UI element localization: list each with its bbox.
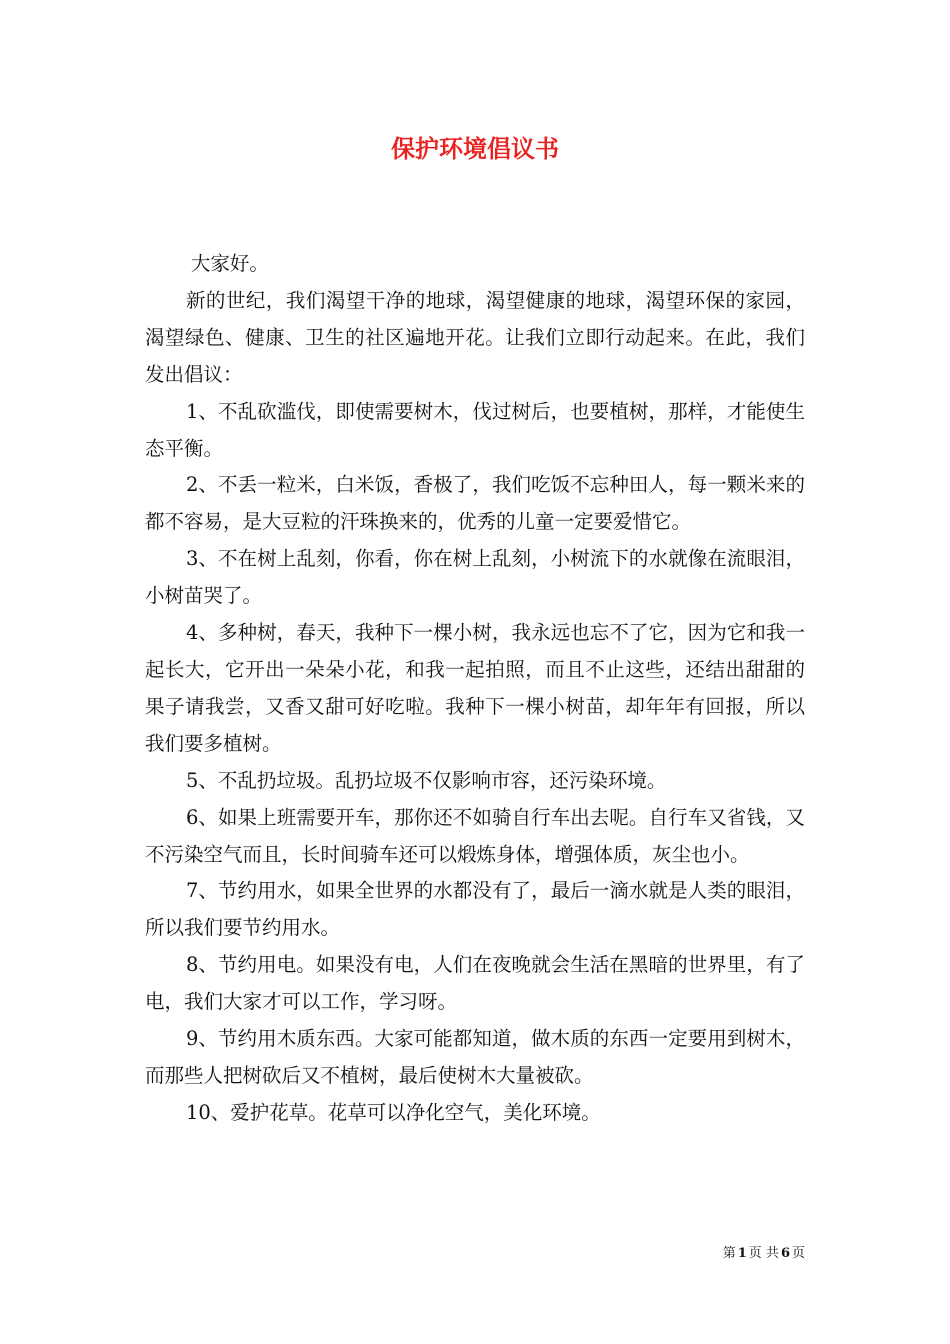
proposal-item-1: 1、不乱砍滥伐，即使需要树木，伐过树后，也要植树，那样，才能使生态平衡。	[145, 399, 805, 460]
footer-suffix: 页	[791, 1246, 805, 1261]
proposal-item-8: 8、节约用电。如果没有电，人们在夜晚就会生活在黑暗的世界里，有了电，我们大家才可以工作，学习呀。	[145, 953, 805, 1014]
page-footer	[723, 1245, 805, 1263]
intro-paragraph: 新的世纪，我们渴望干净的地球，渴望健康的地球，渴望环保的家园，渴望绿色、健康、卫生的社区遍地开花。让我们立即行动起来。在此，我们发出倡议：	[145, 288, 805, 386]
footer-middle: 页 共	[748, 1246, 779, 1261]
proposal-item-10: 10、爱护花草。花草可以净化空气，美化环境。	[185, 1100, 601, 1124]
greeting: 大家好。	[190, 252, 269, 275]
proposal-item-9: 9、节约用木质东西。大家可能都知道，做木质的东西一定要用到树木，而那些人把树砍后又不植树，最后使树木大量被砍。	[145, 1027, 805, 1087]
proposal-item-3: 3、不在树上乱刻，你看，你在树上乱刻，小树流下的水就像在流眼泪，小树苗哭了。	[145, 547, 805, 608]
document-body	[145, 246, 805, 1132]
proposal-item-5: 5、不乱扔垃圾。乱扔垃圾不仅影响市容，还污染环境。	[185, 768, 667, 792]
footer-prefix: 第	[722, 1246, 736, 1261]
proposal-item-7: 7、节约用水，如果全世界的水都没有了，最后一滴水就是人类的眼泪，所以我们要节约用水。	[145, 879, 805, 940]
proposal-item-6: 6、如果上班需要开车，那你还不如骑自行车出去呢。自行车又省钱，又不污染空气而且，长时间骑车还可以煅炼身体，增强体质，灰尘也小。	[145, 805, 805, 866]
total-pages-number: 6	[780, 1246, 790, 1261]
proposal-item-2: 2、不丢一粒米，白米饭，香极了，我们吃饭不忘种田人，每一颗米来的都不容易，是大豆粒的汗珠换来的，优秀的儿童一定要爱惜它。	[145, 473, 805, 534]
proposal-item-4: 4、多种树，春天，我种下一棵小树，我永远也忘不了它，因为它和我一起长大，它开出一朵朵小花，和我一起拍照，而且不止这些，还结出甜甜的果子请我尝，又香又甜可好吃啦。我种下一棵小树苗，却年年有回报，所以我们要多植树。	[145, 621, 805, 755]
document-title: 保护环境倡议书	[391, 134, 559, 163]
current-page-number: 1	[737, 1246, 747, 1261]
